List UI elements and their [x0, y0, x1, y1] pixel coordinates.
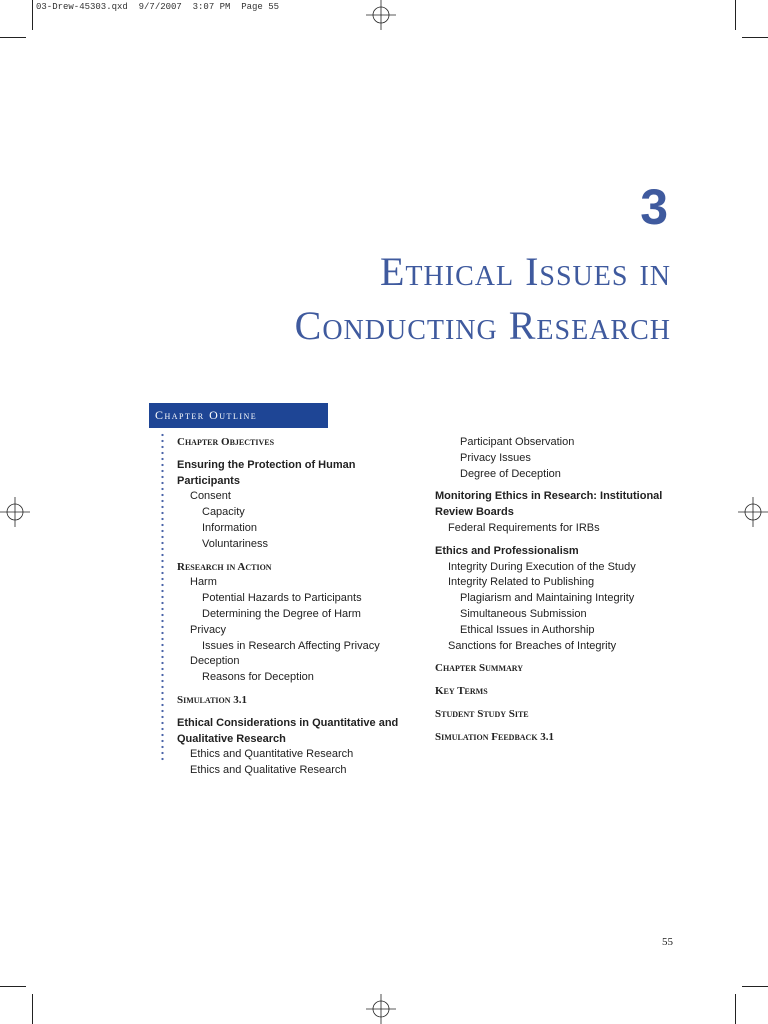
- outline-entry: Student Study Site: [435, 707, 529, 720]
- outline-entry: Ethical Considerations in Quantitative and Qualitative Research: [177, 716, 399, 745]
- outline-column-left: [177, 435, 412, 779]
- outline-dotted-rule: [161, 432, 164, 762]
- outline-entry: Ethics and Qualitative Research: [190, 764, 347, 777]
- chapter-title-line-2: Conducting Research: [294, 303, 671, 348]
- chapter-number: 3: [640, 179, 668, 235]
- outline-entry: Harm: [190, 576, 217, 589]
- outline-entry: Voluntariness: [202, 537, 269, 550]
- outline-entry: Simultaneous Submission: [460, 607, 587, 620]
- registration-mark-top-icon: [366, 0, 396, 30]
- outline-entry: Potential Hazards to Participants: [202, 592, 362, 605]
- outline-entry: Integrity Related to Publishing: [448, 576, 595, 589]
- registration-mark-left-icon: [0, 497, 30, 527]
- outline-entry: Ethics and Quantitative Research: [190, 748, 354, 761]
- outline-entry: Key Terms: [435, 685, 488, 698]
- outline-entry: Ethical Issues in Authorship: [460, 623, 595, 636]
- outline-entry: Reasons for Deception: [202, 671, 314, 684]
- crop-mark-bottom-left-h: [0, 986, 26, 987]
- outline-entry: Chapter Objectives: [177, 436, 275, 448]
- outline-entry: Issues in Research Affecting Privacy: [202, 639, 380, 652]
- outline-entry: Privacy Issues: [460, 451, 531, 464]
- crop-mark-top-right-h: [742, 37, 768, 38]
- crop-mark-bottom-right-h: [742, 986, 768, 987]
- outline-entry: Degree of Deception: [460, 467, 561, 480]
- print-slug: 03-Drew-45303.qxd 9/7/2007 3:07 PM Page 55: [36, 2, 280, 12]
- chapter-outline-heading: Chapter Outline: [149, 403, 328, 428]
- outline-entry: Plagiarism and Maintaining Integrity: [460, 592, 635, 605]
- outline-entry: Ensuring the Protection of Human Participants: [177, 458, 356, 487]
- crop-mark-top-left-h: [0, 37, 26, 38]
- registration-mark-right-icon: [738, 497, 768, 527]
- page-number: 55: [662, 936, 673, 948]
- outline-entry: Ethics and Professionalism: [435, 544, 579, 557]
- outline-entry: Participant Observation: [460, 436, 575, 448]
- outline-entry: Simulation 3.1: [177, 693, 248, 706]
- outline-entry: Consent: [190, 490, 231, 503]
- crop-mark-top-left-v: [32, 0, 33, 30]
- outline-entry: Privacy: [190, 623, 227, 636]
- crop-mark-bottom-left-v: [32, 994, 33, 1024]
- outline-entry: Chapter Summary: [435, 662, 524, 675]
- outline-entry: Capacity: [202, 506, 245, 519]
- outline-column-right: [435, 435, 675, 746]
- outline-entry: Integrity During Execution of the Study: [448, 560, 636, 573]
- registration-mark-bottom-icon: [366, 994, 396, 1024]
- outline-entry: Information: [202, 521, 258, 534]
- crop-mark-bottom-right-v: [735, 994, 736, 1024]
- outline-entry: Sanctions for Breaches of Integrity: [448, 639, 617, 652]
- outline-entry: Deception: [190, 655, 240, 668]
- outline-entry: Simulation Feedback 3.1: [435, 730, 555, 743]
- outline-entry: Federal Requirements for IRBs: [448, 521, 600, 534]
- outline-entry: Monitoring Ethics in Research: Institutional Review Boards: [435, 490, 663, 519]
- crop-mark-top-right-v: [735, 0, 736, 30]
- chapter-title-line-1: Ethical Issues in: [380, 249, 671, 294]
- outline-entry: Determining the Degree of Harm: [202, 607, 361, 620]
- outline-entry: Research in Action: [177, 560, 272, 573]
